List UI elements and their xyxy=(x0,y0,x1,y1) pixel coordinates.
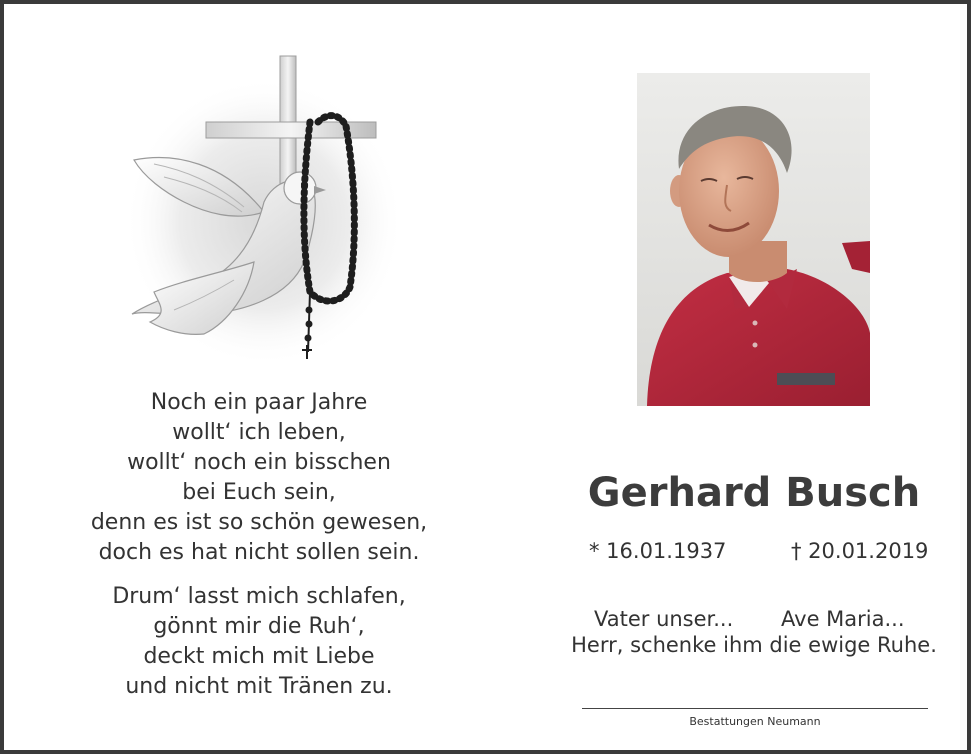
poem-line: wollt‘ noch ein bisschen xyxy=(127,450,391,475)
poem-line: Noch ein paar Jahre xyxy=(150,390,368,415)
poem-line: und nicht mit Tränen zu. xyxy=(125,674,393,699)
poem-line: gönnt mir die Ruh‘, xyxy=(153,614,365,639)
deceased-name: Gerhard Busch xyxy=(587,470,921,516)
birth-date: * 16.01.1937 xyxy=(589,539,727,563)
poem-line: denn es ist so schön gewesen, xyxy=(90,510,428,535)
prayer-closing: Herr, schenke ihm die ewige Ruhe. xyxy=(571,633,937,657)
poem-stanza-2 xyxy=(34,582,484,702)
portrait-photo xyxy=(637,73,870,406)
undertaker-name: Bestattungen Neumann xyxy=(689,715,821,728)
poem-stanza-1 xyxy=(34,388,484,568)
poem-line: deckt mich mit Liebe xyxy=(143,644,375,669)
poem-line: bei Euch sein, xyxy=(182,480,336,505)
prayer-ave-maria: Ave Maria... xyxy=(781,607,905,631)
dove-cross-rosary-icon xyxy=(114,52,414,372)
prayer-vater-unser: Vater unser... xyxy=(594,607,734,631)
poem-line: wollt‘ ich leben, xyxy=(172,420,346,445)
poem-line: Drum‘ lasst mich schlafen, xyxy=(112,584,406,609)
death-date: † 20.01.2019 xyxy=(791,539,929,563)
footer-divider xyxy=(582,708,928,709)
poem-line: doch es hat nicht sollen sein. xyxy=(98,540,420,565)
